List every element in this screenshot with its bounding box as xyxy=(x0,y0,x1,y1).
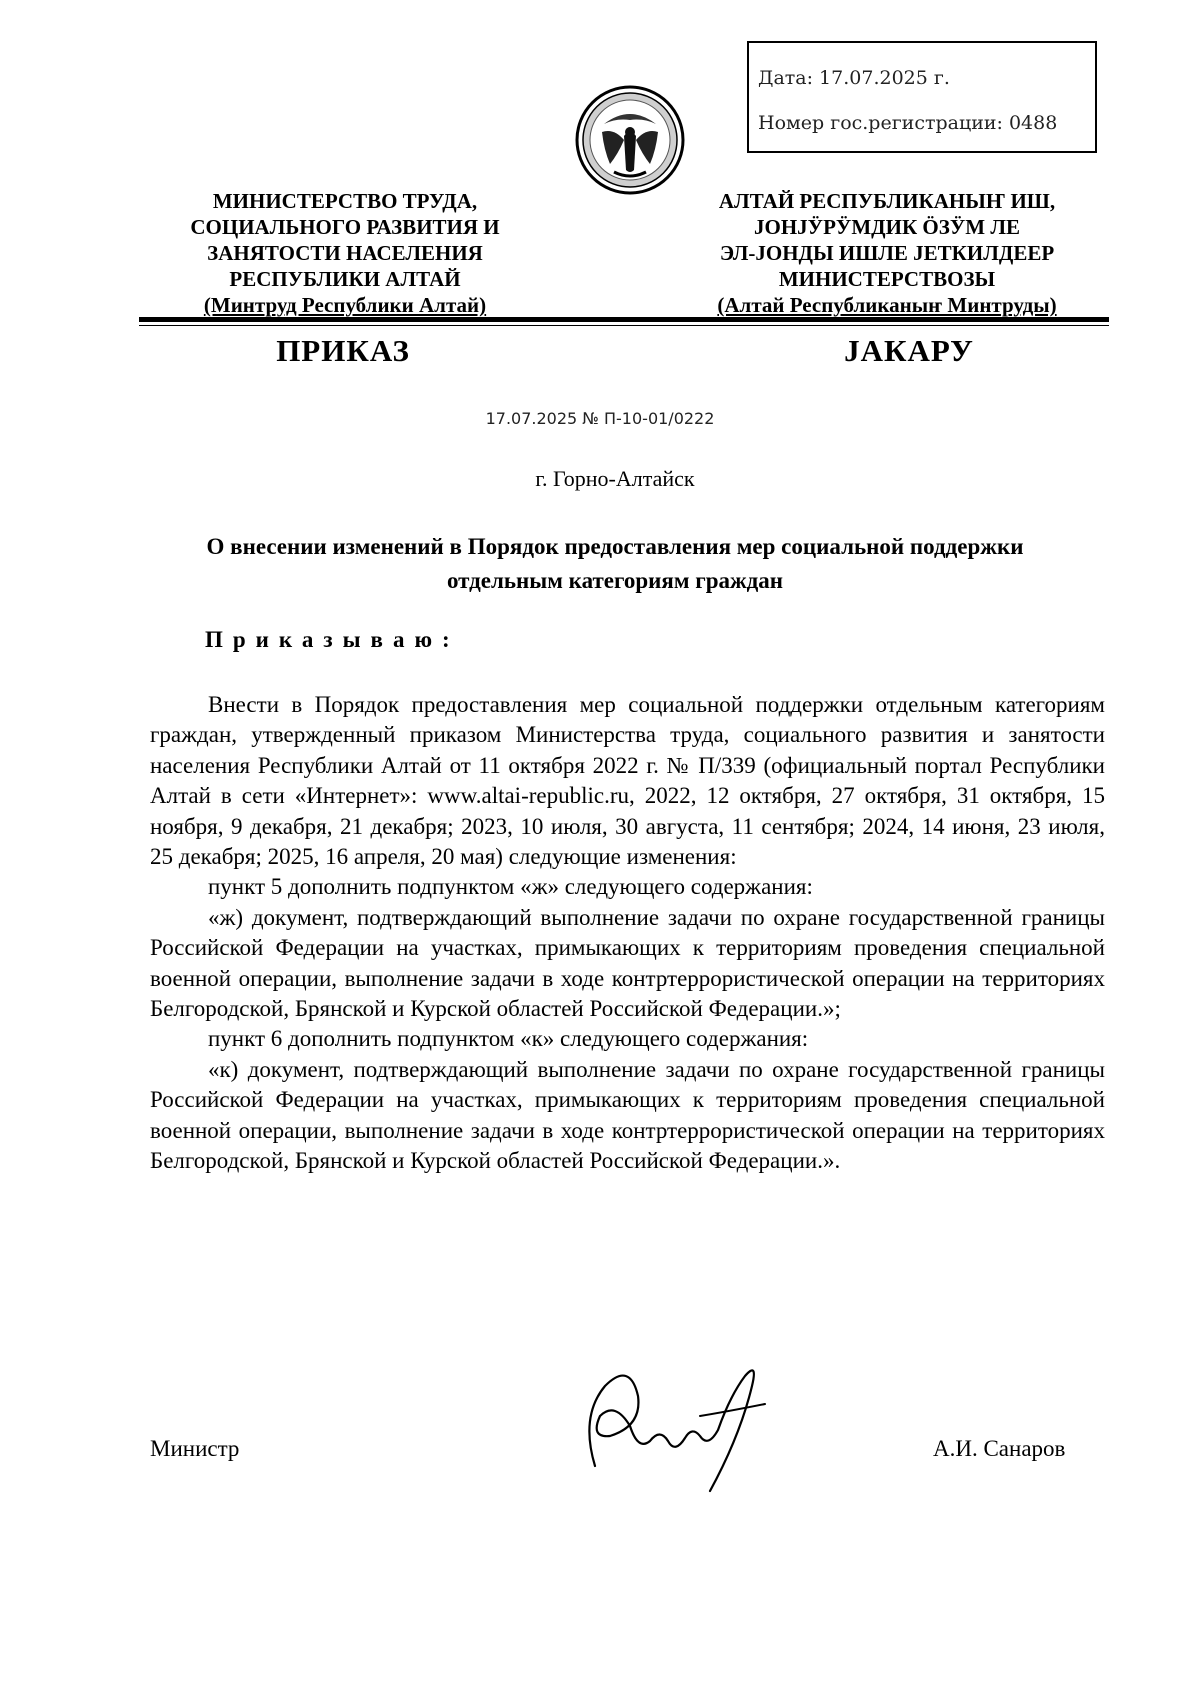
order-directive: Приказываю: xyxy=(205,627,460,652)
body-paragraph-2: пункт 5 дополнить подпунктом «ж» следующего содержания: xyxy=(208,874,813,900)
document-subject: О внесении изменений в Порядок предоставления мер социальной поддержки отдельным категориям граждан xyxy=(206,534,1024,593)
body-paragraph-5: «к) документ, подтверждающий выполнение задачи по охране государственной границы Российской Федерации на участках, примыкающих к территориям проведения специальной военной операции, выполнение задачи в ходе контртеррористической операции на территориях Белгородской, Брянской и Курской областей Российской Федерации.». xyxy=(150,1056,1105,1174)
handwritten-signature xyxy=(560,1356,790,1496)
document-type-russian: ПРИКАЗ xyxy=(276,333,410,368)
ministry-name-russian xyxy=(115,188,575,318)
document-type-altai: ЈАКАРУ xyxy=(844,333,974,368)
signatory-position: Министр xyxy=(150,1436,240,1461)
ministry-name-altai xyxy=(657,188,1117,318)
header-right-line4: МИНИСТЕРСТВОЗЫ xyxy=(778,267,996,291)
header-right-short-name: (Алтай Республиканыҥ Минтруды) xyxy=(717,293,1057,317)
header-right-line1: АЛТАЙ РЕСПУБЛИКАНЫҤ ИШ, xyxy=(718,189,1056,213)
document-body xyxy=(150,690,1105,1177)
header-left-line1: МИНИСТЕРСТВО ТРУДА, xyxy=(212,189,478,213)
header-left-short-name: (Минтруд Республики Алтай) xyxy=(203,293,487,317)
signatory-name: А.И. Санаров xyxy=(933,1436,1066,1461)
body-paragraph-4: пункт 6 дополнить подпунктом «к» следующего содержания: xyxy=(208,1026,809,1052)
registration-number: Номер гос.регистрации: 0488 xyxy=(758,112,1058,134)
body-paragraph-1: Внести в Порядок предоставления мер социальной поддержки отдельным категориям граждан, утвержденный приказом Министерства труда, социального развития и занятости населения Республики Алтай от 11 октября 2022 г. № П/339 (официальный портал Республики Алтай в сети «Интернет»: www.altai-republic.ru, 2022, 12 октября, 27 октября, 31 октября, 15 ноября, 9 декабря, 21 декабря; 2023, 10 июля, 30 августа, 11 сентября; 2024, 14 июня, 23 июля, 25 декабря; 2025, 16 апреля, 20 мая) следующие изменения: xyxy=(150,692,1105,870)
altai-republic-emblem-icon xyxy=(574,84,686,196)
body-paragraph-3: «ж) документ, подтверждающий выполнение задачи по охране государственной границы Российской Федерации на участках, примыкающих к территориям проведения специальной военной операции, выполнение задачи в ходе контртеррористической операции на территориях Белгородской, Брянской и Курской областей Российской Федерации.»; xyxy=(150,904,1105,1022)
header-divider-thin xyxy=(139,325,1109,326)
header-right-line3: ЭЛ-ЈОНДЫ ИШЛЕ ЈЕТКИЛДЕЕР xyxy=(719,241,1055,265)
header-left-line4: РЕСПУБЛИКИ АЛТАЙ xyxy=(229,267,461,291)
registration-date: Дата: 17.07.2025 г. xyxy=(758,67,950,89)
document-city: г. Горно-Алтайск xyxy=(535,466,695,491)
header-left-line3: ЗАНЯТОСТИ НАСЕЛЕНИЯ xyxy=(207,241,483,265)
header-left-line2: СОЦИАЛЬНОГО РАЗВИТИЯ И xyxy=(190,215,500,239)
registration-box xyxy=(747,41,1097,153)
header-divider-thick xyxy=(139,317,1109,322)
header-right-line2: ЈОНЈӰРӰМДИК ӦЗӰМ ЛЕ xyxy=(754,215,1020,239)
document-date-number: 17.07.2025 № П-10-01/0222 xyxy=(485,409,715,428)
